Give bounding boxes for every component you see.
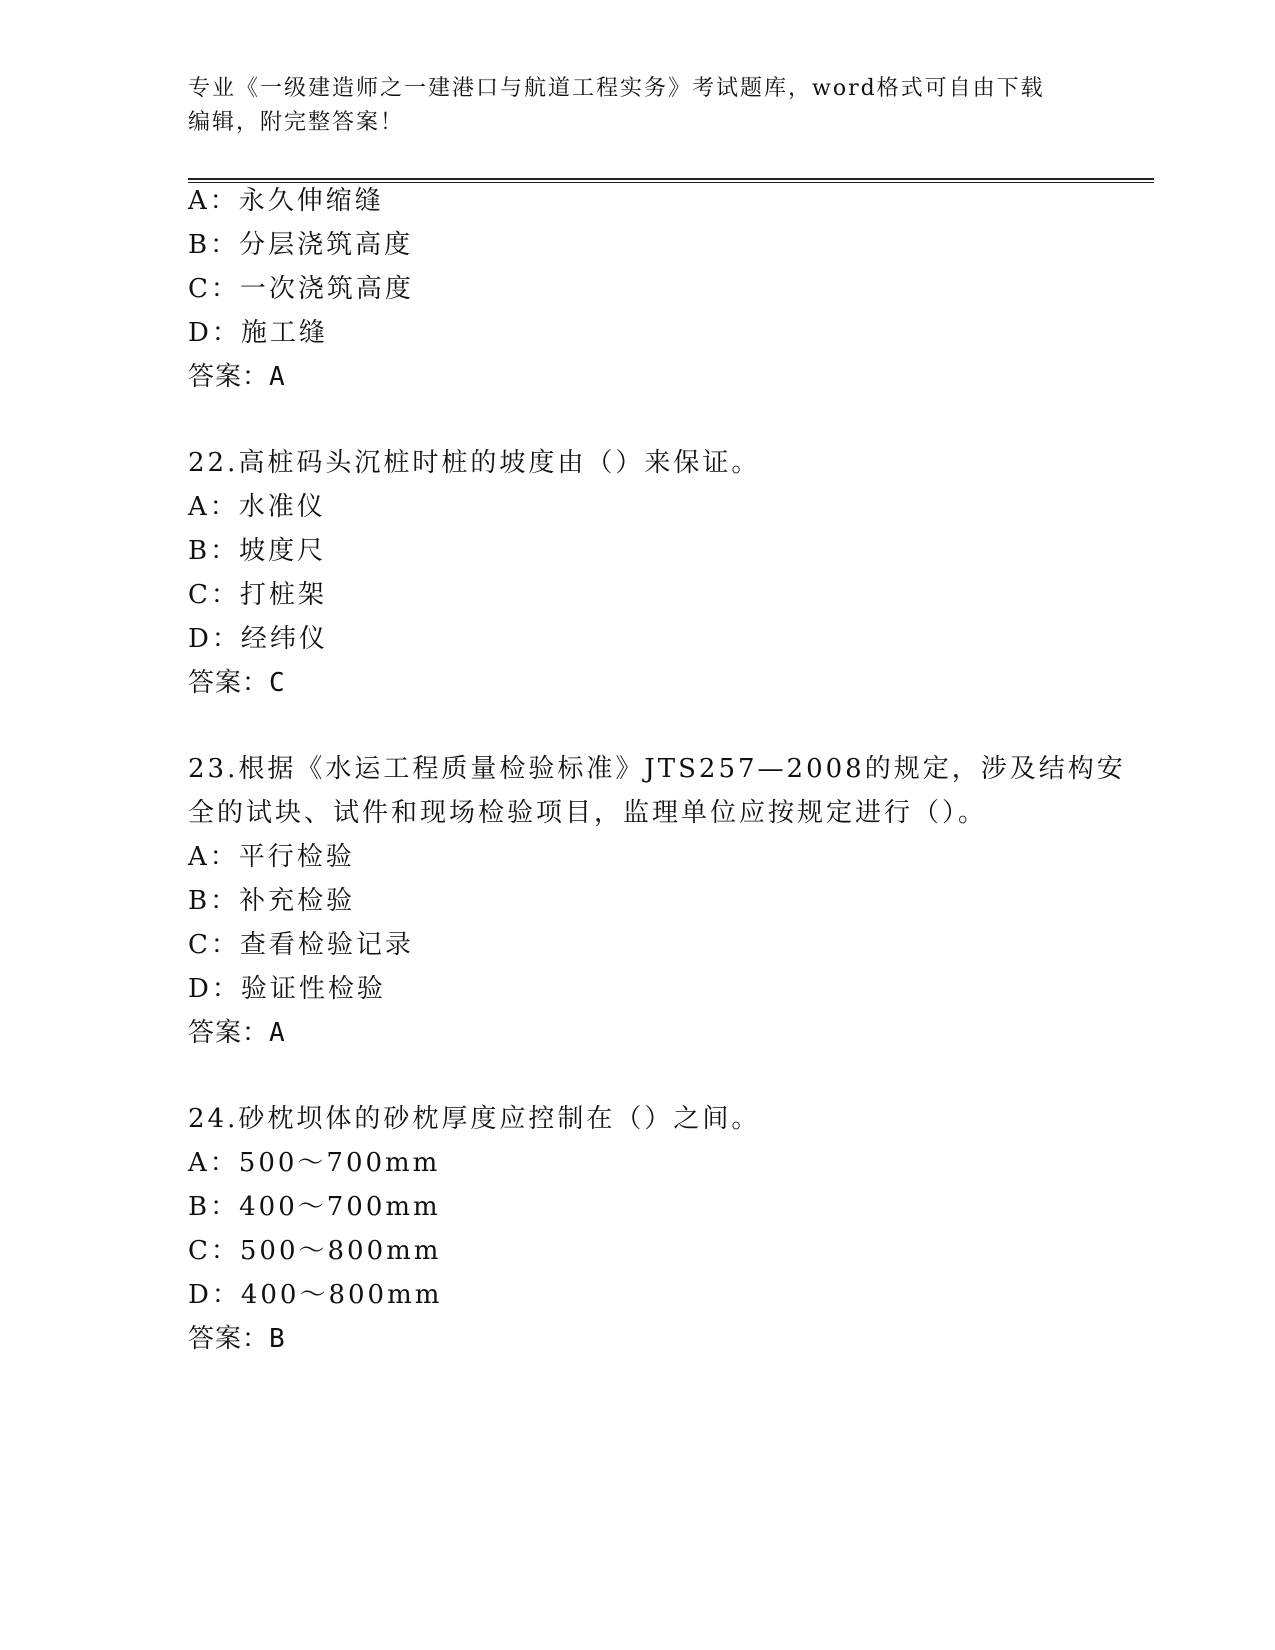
header-line-2: 编辑，附完整答案！: [188, 110, 405, 135]
q24-stem: 24.砂枕坝体的砂枕厚度应控制在（）之间。: [188, 1104, 761, 1134]
q22-option-b: B：坡度尺: [188, 536, 327, 566]
q24-option-a: A：500～700mm: [188, 1148, 441, 1178]
answer-label: 答案：: [188, 1018, 270, 1048]
answer-value: A: [269, 362, 286, 392]
answer-value: A: [269, 1018, 286, 1048]
header-line-1: 专业《一级建造师之一建港口与航道工程实务》考试题库，word格式可自由下载: [188, 76, 1045, 101]
q24-option-c: C：500～800mm: [188, 1236, 442, 1266]
q22-option-d: D：经纬仪: [188, 624, 328, 654]
q22-option-a: A：水准仪: [188, 492, 326, 522]
q21-option-a: A：永久伸缩缝: [188, 186, 384, 216]
q24-answer: [188, 1322, 286, 1356]
q23-option-c: C：查看检验记录: [188, 930, 414, 960]
answer-label: 答案：: [188, 1324, 270, 1354]
q22-option-c: C：打桩架: [188, 580, 327, 610]
document-header: [188, 72, 1088, 140]
q23-option-b: B：补充检验: [188, 886, 356, 916]
header-divider: [188, 178, 1154, 183]
q23-option-d: D：验证性检验: [188, 974, 386, 1004]
answer-value: C: [269, 668, 286, 698]
q21-answer: [188, 360, 286, 394]
q21-option-c: C：一次浇筑高度: [188, 274, 414, 304]
q22-answer: [188, 666, 286, 700]
q24-option-d: D：400～800mm: [188, 1280, 443, 1310]
answer-label: 答案：: [188, 362, 270, 392]
q22-stem: 22.高桩码头沉桩时桩的坡度由（）来保证。: [188, 448, 761, 478]
q23-stem-line-2: 全的试块、试件和现场检验项目，监理单位应按规定进行（）。: [188, 798, 988, 828]
q24-option-b: B：400～700mm: [188, 1192, 441, 1222]
answer-label: 答案：: [188, 668, 270, 698]
answer-value: B: [269, 1324, 286, 1354]
q23-stem-line-1: 23.根据《水运工程质量检验标准》JTS257—2008的规定，涉及结构安: [188, 754, 1126, 784]
q23-answer: [188, 1016, 286, 1050]
q23-option-a: A：平行检验: [188, 842, 355, 872]
q21-option-b: B：分层浇筑高度: [188, 230, 414, 260]
q21-option-d: D：施工缝: [188, 318, 328, 348]
